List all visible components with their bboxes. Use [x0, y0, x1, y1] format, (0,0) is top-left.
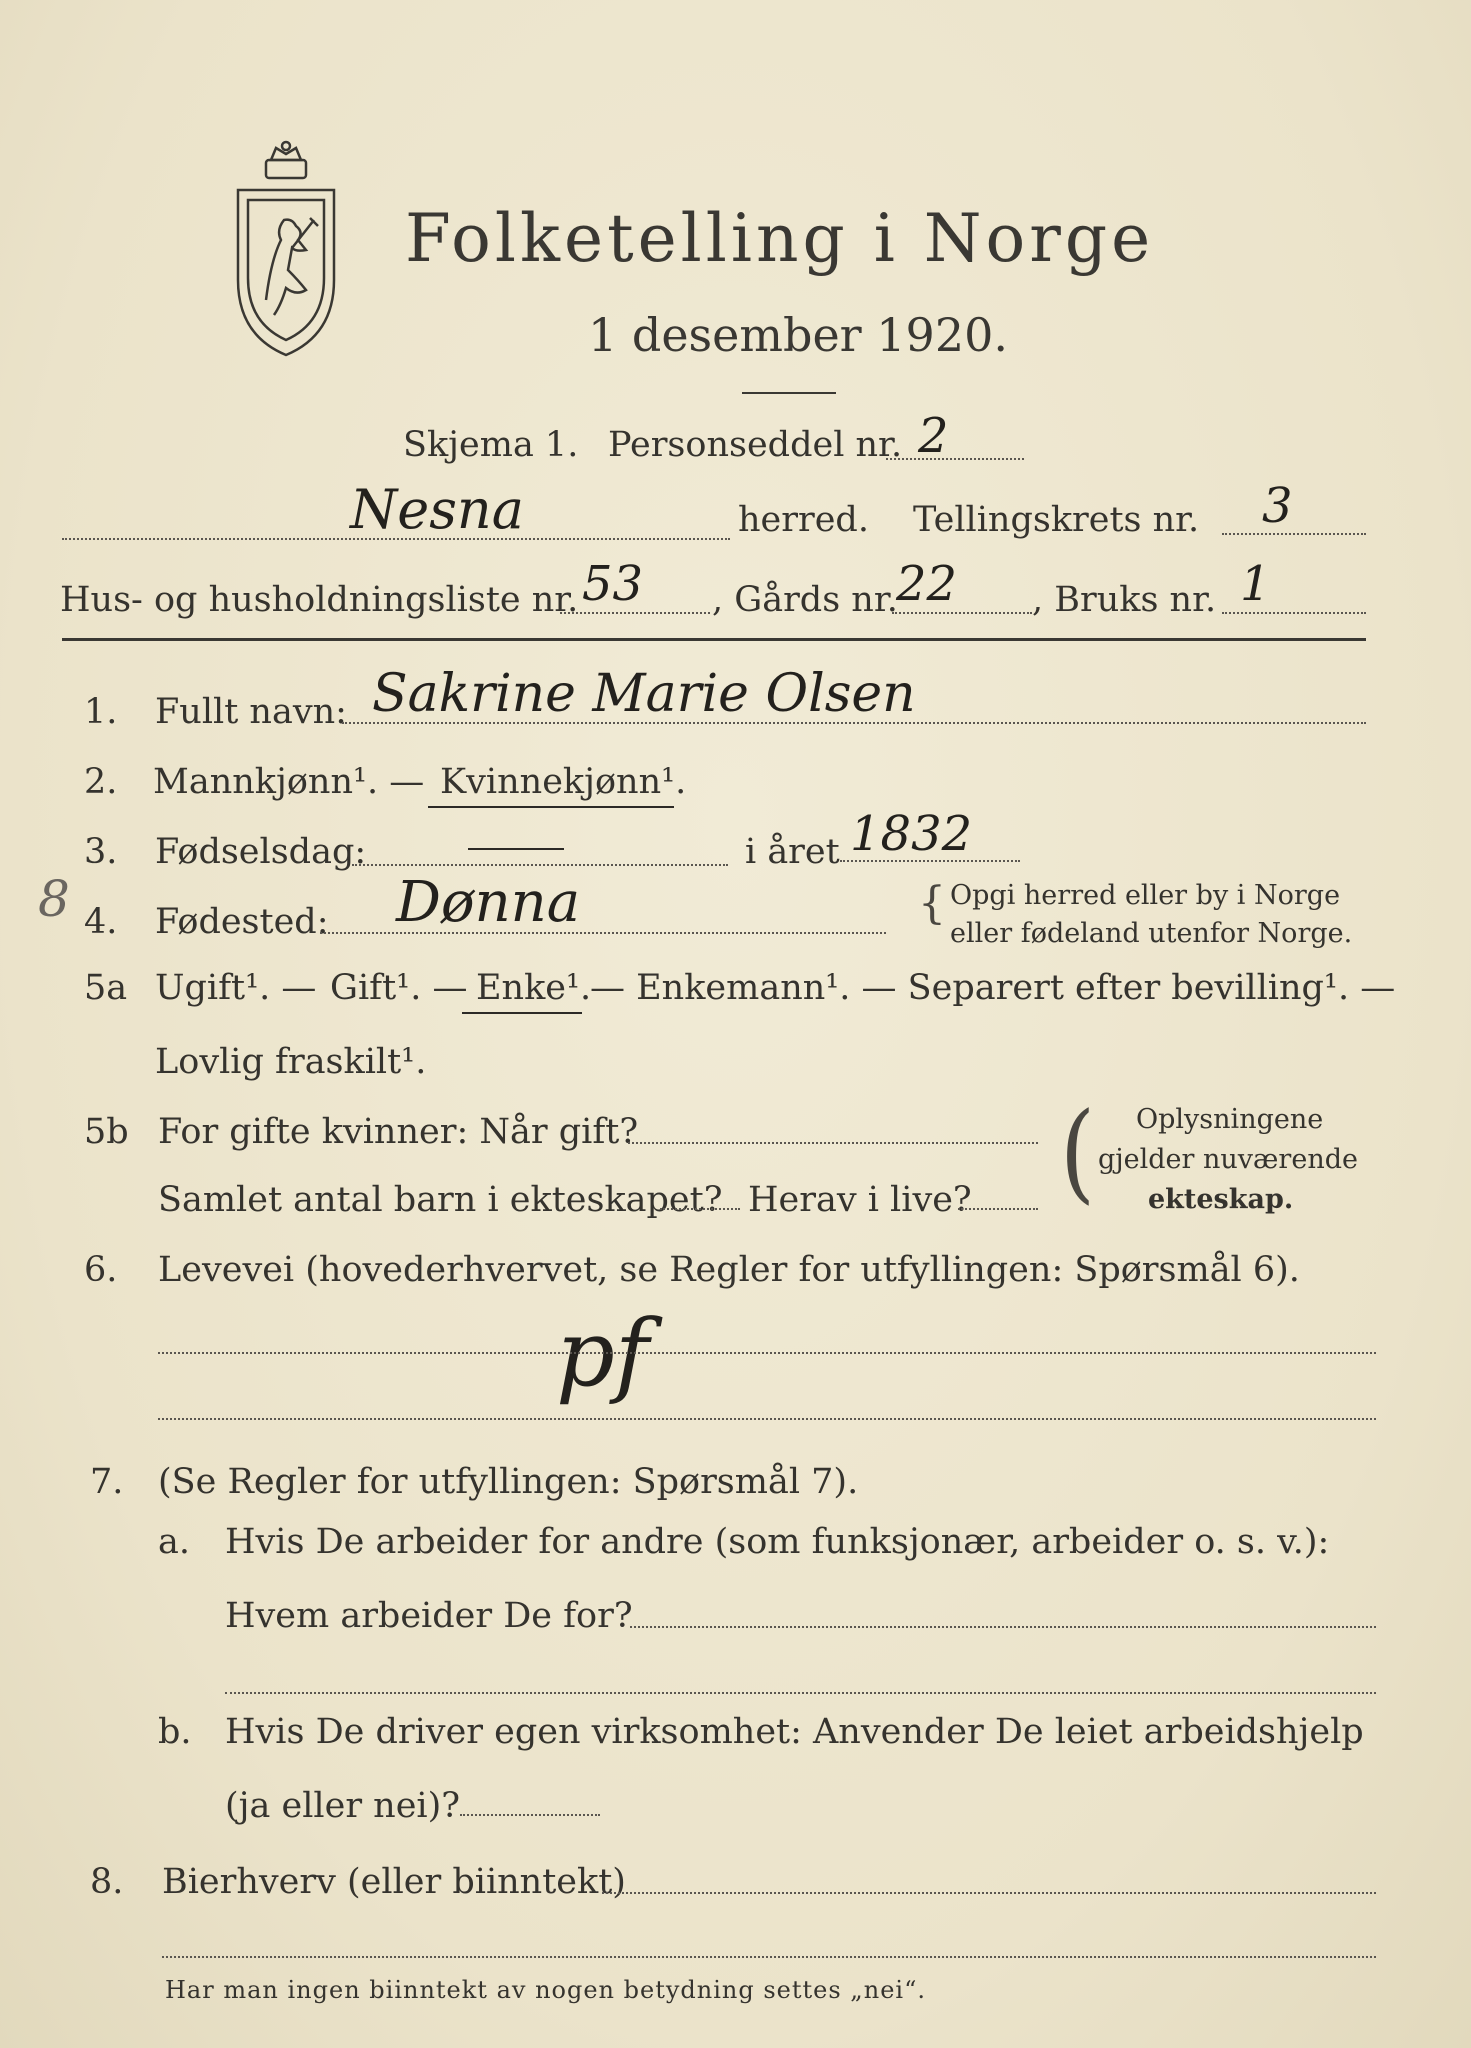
q8-label: Bierhverv (eller biinntekt) [162, 1862, 626, 1902]
margin-mark: 8 [38, 870, 70, 928]
q5a-number: 5a [84, 968, 128, 1008]
q8-number: 8. [90, 1862, 124, 1902]
birthplace-note-brace: { [918, 878, 946, 929]
q2-number: 2. [84, 762, 118, 802]
header-divider [742, 392, 836, 394]
q7b-question: (ja eller nei)? [225, 1786, 461, 1826]
footer-note: Har man ingen biinntekt av nogen betydning settes „nei“. [165, 1976, 926, 2004]
married-when-label: For gifte kvinner: Når gift? [158, 1112, 639, 1152]
marital-other-options[interactable]: — Enkemann¹. — Separert efter bevilling¹. — [590, 968, 1396, 1008]
q5b-note-line2: gjelder nuværende [1098, 1144, 1358, 1175]
employer-field-line-2 [225, 1692, 1376, 1694]
q5b-note-line1: Oplysningene [1136, 1104, 1324, 1135]
q1-label: Fullt navn: [155, 692, 347, 732]
married-when-field-line [628, 1142, 1038, 1144]
birthplace-note-line2: eller fødeland utenfor Norge. [950, 918, 1353, 949]
female-selected-mark [428, 806, 674, 808]
q7-label: (Se Regler for utfyllingen: Spørsmål 7). [158, 1462, 859, 1502]
children-total-label: Samlet antal barn i ekteskapet? [158, 1180, 723, 1220]
norwegian-coat-of-arms-icon [226, 140, 346, 360]
bruks-value[interactable]: 1 [1240, 556, 1271, 612]
year-label: i året [745, 832, 840, 872]
q6-label: Levevei (hovederhvervet, se Regler for utfyllingen: Spørsmål 6). [158, 1250, 1300, 1290]
full-name-value[interactable]: Sakrine Marie Olsen [372, 664, 916, 724]
q7a-question: Hvem arbeider De for? [225, 1596, 633, 1636]
census-date: 1 desember 1920. [588, 308, 1008, 362]
gards-field-line [892, 612, 1032, 614]
q4-number: 4. [84, 902, 118, 942]
birthplace-note-line1: Opgi herred eller by i Norge [950, 880, 1341, 911]
q4-label: Fødested: [155, 902, 329, 942]
occupation-field-line-2 [158, 1418, 1376, 1420]
children-alive-field-line [958, 1208, 1038, 1210]
q6-number: 6. [84, 1250, 118, 1290]
employer-field-line [630, 1626, 1376, 1628]
gift-option[interactable]: Gift¹. — [330, 968, 468, 1008]
personseddel-field-line [886, 458, 1024, 460]
q5b-note-brace: ( [1060, 1089, 1096, 1216]
birth-year-value[interactable]: 1832 [850, 806, 973, 862]
tellingskrets-field-line [1222, 533, 1366, 535]
side-income-field-line-2 [162, 1956, 1376, 1958]
section-divider [62, 638, 1366, 641]
husholdningsliste-field-line [560, 612, 710, 614]
gards-label: , Gårds nr. [712, 580, 898, 620]
q7a-label: Hvis De arbeider for andre (som funksjonær, arbeider o. s. v.): [225, 1522, 1330, 1562]
side-income-field-line [602, 1892, 1376, 1894]
occupation-value[interactable]: pf [556, 1300, 649, 1407]
q5b-note-line3: ekteskap. [1148, 1184, 1294, 1215]
q3-number: 3. [84, 832, 118, 872]
herred-value[interactable]: Nesna [350, 478, 524, 541]
fraskilt-option[interactable]: Lovlig fraskilt¹. [155, 1042, 427, 1082]
q7b-number: b. [158, 1712, 192, 1752]
bruks-label: , Bruks nr. [1032, 580, 1217, 620]
form-title: Folketelling i Norge [405, 200, 1155, 277]
personseddel-value[interactable]: 2 [918, 408, 949, 464]
enke-option[interactable]: Enke¹. [476, 968, 592, 1008]
children-alive-label: Herav i live? [748, 1180, 972, 1220]
male-option[interactable]: Mannkjønn¹. — [153, 762, 425, 802]
tellingskrets-label: Tellingskrets nr. [913, 500, 1200, 540]
skjema-label: Skjema 1. [403, 425, 579, 465]
herred-label: herred. [738, 500, 869, 540]
tellingskrets-value[interactable]: 3 [1262, 478, 1293, 534]
husholdningsliste-label: Hus- og husholdningsliste nr. [60, 580, 579, 620]
birthday-dash [468, 848, 564, 850]
husholdningsliste-value[interactable]: 53 [582, 556, 644, 612]
gards-value[interactable]: 22 [896, 556, 958, 612]
hired-help-field-line [460, 1814, 600, 1816]
q7a-number: a. [158, 1522, 190, 1562]
birthplace-value[interactable]: Dønna [396, 870, 581, 935]
enke-selected-mark [462, 1012, 582, 1014]
bruks-field-line [1222, 612, 1366, 614]
q1-number: 1. [84, 692, 118, 732]
q7-number: 7. [90, 1462, 124, 1502]
q7b-label: Hvis De driver egen virksomhet: Anvender De leiet arbeidshjelp [225, 1712, 1364, 1752]
q5b-number: 5b [84, 1112, 129, 1152]
occupation-field-line-1 [158, 1352, 1376, 1354]
children-total-field-line [660, 1208, 740, 1210]
ugift-option[interactable]: Ugift¹. — [155, 968, 317, 1008]
personseddel-label: Personseddel nr. [608, 425, 903, 465]
birthday-field-line [352, 864, 728, 866]
q3-label: Fødselsdag: [155, 832, 367, 872]
female-option[interactable]: Kvinnekjønn¹. [440, 762, 687, 802]
